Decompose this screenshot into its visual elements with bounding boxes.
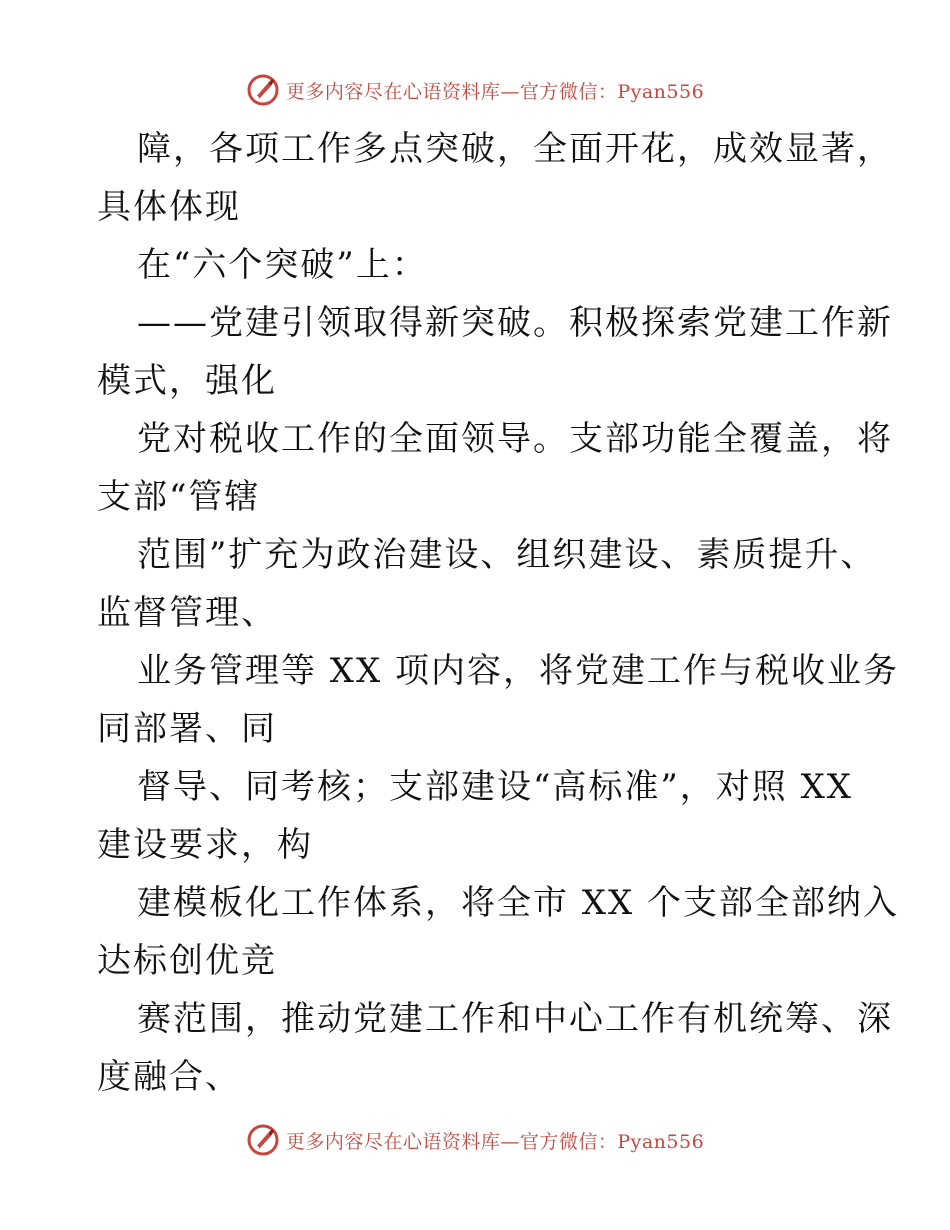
header-banner <box>0 70 950 110</box>
text-line: 范围”扩充为政治建设、组织建设、素质提升、 <box>137 535 877 575</box>
text-line: 建模板化工作体系，将全市 XX 个支部全部纳入 <box>137 883 900 923</box>
text-line: 障，各项工作多点突破，全面开花，成效显著， <box>137 129 893 169</box>
text-line: 监督管理、 <box>97 593 277 633</box>
text-line: 建设要求，构 <box>97 825 313 865</box>
text-line: 模式，强化 <box>97 361 277 401</box>
text-line: ——党建引领取得新突破。积极探索党建工作新 <box>137 303 893 343</box>
footer-banner <box>0 1120 950 1160</box>
text-line: 业务管理等 XX 项内容，将党建工作与税收业务 <box>137 651 900 691</box>
text-line: 支部“管辖 <box>97 477 261 517</box>
text-line: 赛范围，推动党建工作和中心工作有机统筹、深 <box>137 999 893 1039</box>
text-line: 度融合、 <box>97 1057 241 1097</box>
text-line: 在“六个突破”上： <box>137 245 428 285</box>
text-line: 党对税收工作的全面领导。支部功能全覆盖，将 <box>137 419 893 459</box>
header-banner-text: 更多内容尽在心语资料库—官方微信：Pyan556 <box>285 80 705 103</box>
text-line: 达标创优竞 <box>97 941 277 981</box>
pen-logo-icon <box>246 73 280 107</box>
document-body <box>97 120 900 1106</box>
text-line: 具体体现 <box>97 187 241 227</box>
text-line: 督导、同考核；支部建设“高标准”，对照 XX <box>137 767 853 807</box>
footer-banner-text: 更多内容尽在心语资料库—官方微信：Pyan556 <box>285 1130 705 1153</box>
pen-logo-icon <box>246 1123 280 1157</box>
text-line: 同部署、同 <box>97 709 277 749</box>
